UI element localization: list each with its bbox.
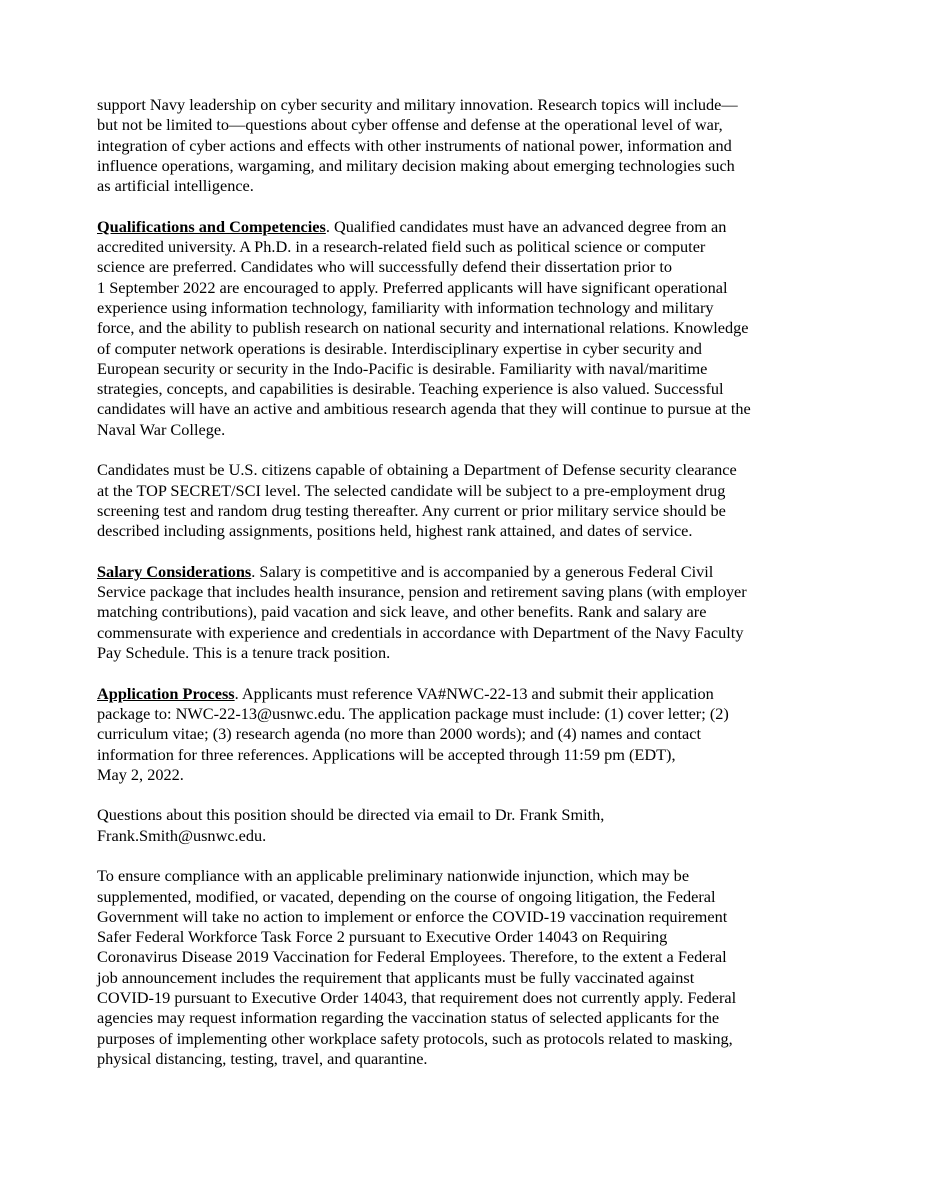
text-line: described including assignments, positions held, highest rank attained, and dates of service. <box>97 521 693 541</box>
text-line: force, and the ability to publish research on national security and international relations. Knowledge <box>97 318 749 338</box>
text-line: Questions about this position should be directed via email to Dr. Frank Smith, <box>97 805 605 825</box>
text-line <box>97 684 837 704</box>
text-line: accredited university. A Ph.D. in a research-related field such as political science or computer <box>97 237 706 257</box>
section-heading-application: Application Process <box>97 683 235 703</box>
text-line: screening test and random drug testing thereafter. Any current or prior military service should be <box>97 500 726 520</box>
section-heading-qualifications: Qualifications and Competencies <box>97 216 326 236</box>
text-line: Candidates must be U.S. citizens capable of obtaining a Department of Defense security clearance <box>97 460 737 480</box>
text-line: as artificial intelligence. <box>97 176 254 196</box>
text-line: May 2, 2022. <box>97 764 184 784</box>
text-line: science are preferred. Candidates who will successfully defend their dissertation prior to <box>97 257 673 277</box>
text-line: support Navy leadership on cyber security and military innovation. Research topics will include— <box>97 95 738 114</box>
paragraph-questions <box>97 805 837 846</box>
text-line: candidates will have an active and ambitious research agenda that they will continue to pursue at the <box>97 399 751 419</box>
text-line: strategies, concepts, and capabilities is desirable. Teaching experience is also valued. Successful <box>97 379 724 399</box>
text-line: Safer Federal Workforce Task Force 2 pursuant to Executive Order 14043 on Requiring <box>97 927 668 947</box>
text-fragment: . Salary is competitive and is accompanied by a generous Federal Civil <box>251 561 714 581</box>
paragraph-research-topics <box>97 95 837 196</box>
section-heading-salary: Salary Considerations <box>97 561 252 581</box>
text-line: curriculum vitae; (3) research agenda (no more than 2000 words); and (4) names and contact <box>97 724 701 744</box>
text-line: of computer network operations is desirable. Interdisciplinary expertise in cyber security and <box>97 338 702 358</box>
text-line: European security or security in the Indo-Pacific is desirable. Familiarity with naval/maritime <box>97 358 708 378</box>
text-line: integration of cyber actions and effects with other instruments of national power, information and <box>97 135 732 155</box>
text-line: supplemented, modified, or vacated, depending on the course of ongoing litigation, the Federal <box>97 886 716 906</box>
text-line: COVID-19 pursuant to Executive Order 14043, that requirement does not currently apply. Federal <box>97 988 737 1008</box>
paragraph-covid-notice <box>97 866 837 1069</box>
text-line: at the TOP SECRET/SCI level. The selected candidate will be subject to a pre-employment drug <box>97 480 726 500</box>
text-line: Frank.Smith@usnwc.edu. <box>97 825 267 845</box>
text-line: To ensure compliance with an applicable preliminary nationwide injunction, which may be <box>97 866 690 886</box>
text-line: Service package that includes health insurance, pension and retirement saving plans (with employer <box>97 582 747 602</box>
text-line: influence operations, wargaming, and military decision making about emerging technologies such <box>97 155 735 175</box>
text-line: physical distancing, testing, travel, and quarantine. <box>97 1048 428 1068</box>
text-line: job announcement includes the requirement that applicants must be fully vaccinated against <box>97 967 695 987</box>
text-line: Coronavirus Disease 2019 Vaccination for Federal Employees. Therefore, to the extent a Federal <box>97 947 727 967</box>
text-fragment: . Qualified candidates must have an advanced degree from an <box>325 216 727 236</box>
text-line: information for three references. Applications will be accepted through 11:59 pm (EDT), <box>97 744 676 764</box>
text-line: agencies may request information regarding the vaccination status of selected applicants for the <box>97 1008 720 1028</box>
text-line: 1 September 2022 are encouraged to apply. Preferred applicants will have significant operational <box>97 277 728 297</box>
text-fragment: . Applicants must reference VA#NWC-22-13 and submit their application <box>234 683 714 703</box>
text-line: experience using information technology, familiarity with information technology and military <box>97 297 714 317</box>
text-line: but not be limited to—questions about cyber offense and defense at the operational level of war, <box>97 115 723 135</box>
text-line: package to: NWC-22-13@usnwc.edu. The application package must include: (1) cover letter; (2) <box>97 703 729 723</box>
text-line <box>97 562 837 582</box>
text-line <box>97 217 837 237</box>
paragraph-qualifications <box>97 217 837 440</box>
paragraph-application <box>97 684 837 785</box>
text-line: Government will take no action to implement or enforce the COVID-19 vaccination requirement <box>97 906 728 926</box>
text-line: matching contributions), paid vacation and sick leave, and other benefits. Rank and salary are <box>97 602 707 622</box>
text-line: purposes of implementing other workplace safety protocols, such as protocols related to masking, <box>97 1028 733 1048</box>
text-line: Pay Schedule. This is a tenure track position. <box>97 643 391 663</box>
paragraph-salary <box>97 562 837 663</box>
paragraph-citizenship <box>97 460 837 541</box>
text-line: commensurate with experience and credentials in accordance with Department of the Navy Faculty <box>97 622 744 642</box>
text-line: Naval War College. <box>97 419 226 439</box>
document-body <box>97 95 837 1090</box>
